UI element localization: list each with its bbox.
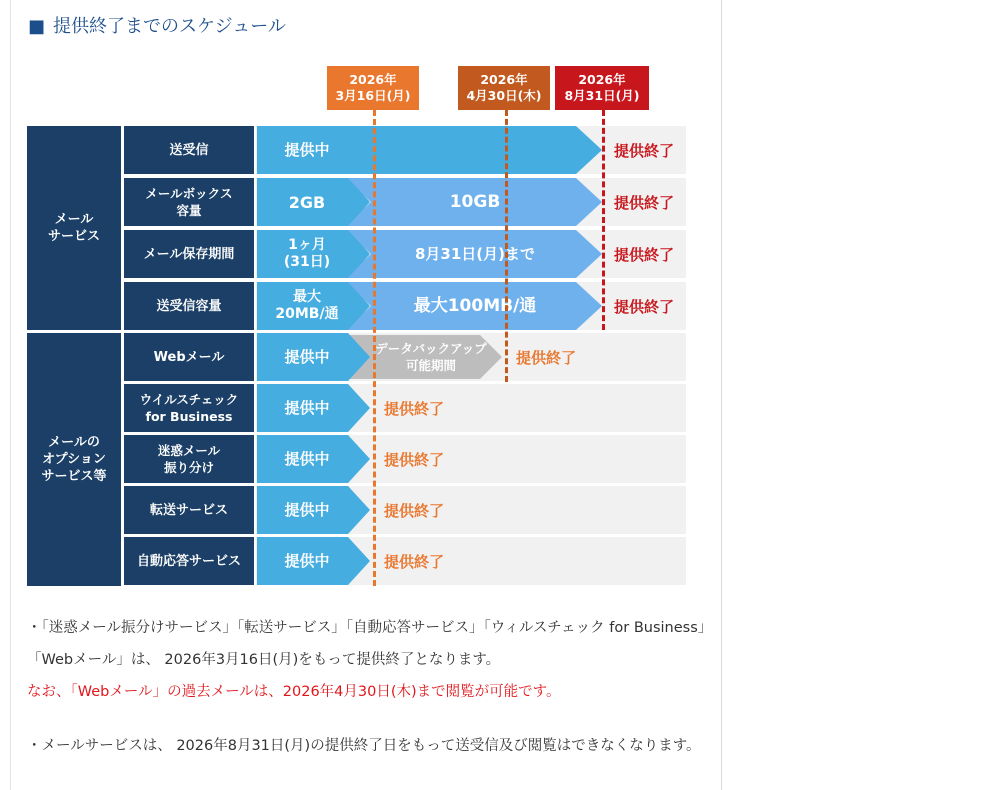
cutoff-line-0430 [505, 110, 508, 382]
row-item-label: 送受信 [124, 126, 254, 174]
cutoff-line-0316 [373, 110, 376, 586]
row-item-label: 迷惑メール 振り分け [124, 435, 254, 483]
segment-current-label: 提供中 [284, 500, 330, 519]
end-of-service-label: 提供終了 [516, 349, 577, 367]
note-webmail-archive: なお、「Webメール」の過去メールは、2026年4月30日(木)まで閲覧が可能です。 [27, 684, 561, 700]
section-title: 提供終了までのスケジュール [53, 16, 286, 37]
end-of-service-label: 提供終了 [614, 142, 675, 160]
cutoff-line-0831 [602, 110, 605, 330]
segment-current-label: 提供中 [284, 551, 330, 570]
segment-current-label: 2GB [288, 192, 326, 212]
segment-current-label: 提供中 [284, 140, 330, 159]
date-flag: 2026年 3月16日(月) [327, 66, 419, 110]
segment-current-label: 提供中 [284, 449, 330, 468]
date-flag: 2026年 8月31日(月) [555, 66, 649, 110]
row-item-label: 転送サービス [124, 486, 254, 534]
end-of-service-label: 提供終了 [614, 194, 675, 212]
segment-backup-label: データバックアップ 可能期間 [375, 341, 487, 373]
end-of-service-label: 提供終了 [614, 246, 675, 264]
category-mail-options: メールの オプション サービス等 [27, 333, 121, 586]
end-of-service-label: 提供終了 [384, 502, 445, 520]
row-item-label: ウイルスチェック for Business [124, 384, 254, 432]
end-of-service-label: 提供終了 [614, 298, 675, 316]
row-item-label: 送受信容量 [124, 282, 254, 330]
row-item-label: メール保存期間 [124, 230, 254, 278]
row-item-label: メールボックス 容量 [124, 178, 254, 226]
note-mail-service-end: ・メールサービスは、 2026年8月31日(月)の提供終了日をもって送受信及び閲覧はできなくなります。 [27, 738, 701, 754]
segment-extended-label: 10GB [449, 191, 501, 212]
square-marker-icon: ■ [28, 16, 46, 37]
category-mail-service: メール サービス [27, 126, 121, 330]
date-flag: 2026年 4月30日(木) [458, 66, 550, 110]
end-of-service-label: 提供終了 [384, 400, 445, 418]
segment-extended-label: 8月31日(月)まで [414, 244, 536, 263]
end-of-service-label: 提供終了 [384, 451, 445, 469]
segment-current-label: 最大 20MB/通 [275, 289, 339, 322]
segment-extended-label: 最大100MB/通 [413, 295, 537, 316]
segment-current-label: 提供中 [284, 347, 330, 366]
row-item-label: 自動応答サービス [124, 537, 254, 585]
note-options-end: ・「迷惑メール振分けサービス」「転送サービス」「自動応答サービス」「ウィルスチェック for Business」「Webメール」は、 2026年3月16日(月)をもって提供終了となります。 [27, 620, 706, 668]
segment-current-label: 提供中 [284, 398, 330, 417]
row-item-label: Webメール [124, 333, 254, 381]
segment-current-label: 1ヶ月 (31日) [283, 237, 331, 270]
end-of-service-label: 提供終了 [384, 553, 445, 571]
